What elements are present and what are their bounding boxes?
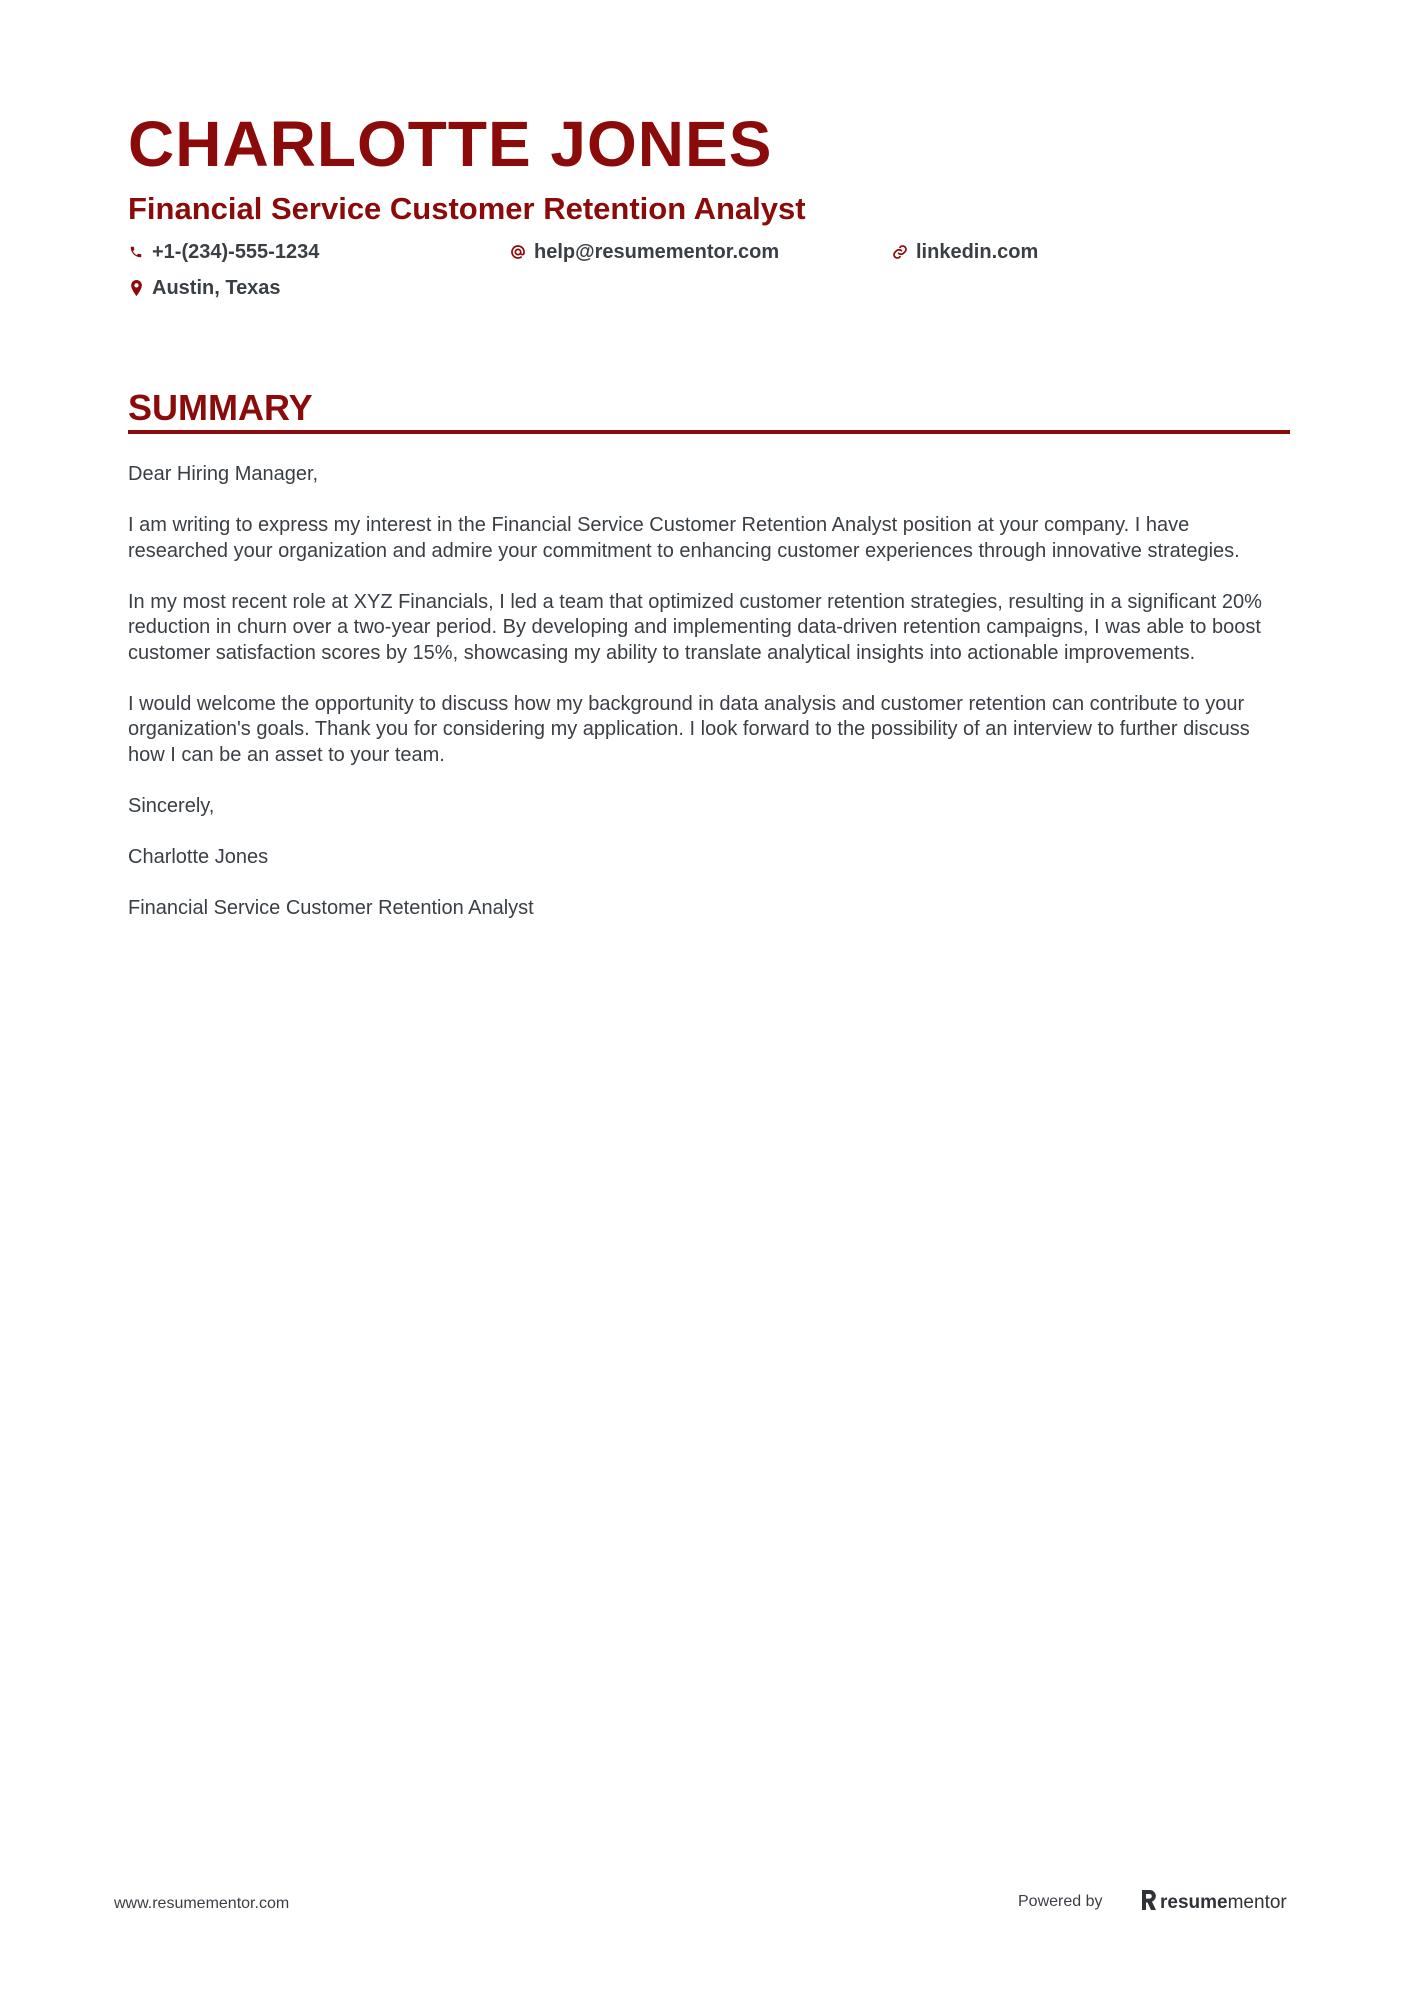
at-icon bbox=[510, 243, 526, 261]
letter-signature-name: Charlotte Jones bbox=[128, 845, 269, 868]
letter-body bbox=[128, 462, 1290, 947]
phone-text: +1-(234)-555-1234 bbox=[152, 241, 320, 263]
link-icon bbox=[892, 243, 908, 261]
brand-text-mentor: mentor bbox=[1227, 1892, 1287, 1913]
letter-paragraph: I am writing to express my interest in the Financial Service Customer Retention Analyst position at your company. I have researched your organization and admire your commitment to enhancing customer experiences through innovative strategies. bbox=[128, 514, 1240, 562]
section-divider bbox=[128, 430, 1290, 434]
footer-website-link[interactable]: www.resumementor.com bbox=[114, 1895, 290, 1912]
letter-paragraph: In my most recent role at XYZ Financials, I led a team that optimized customer retention strategies, resulting in a significant 20% reduction in churn over a two-year period. By developing and implementing data-driven retention campaigns, I was able to boost customer satisfaction scores by 15%, showcasing my ability to translate analytical insights into actionable improvements. bbox=[128, 590, 1262, 664]
footer-brand-logo[interactable] bbox=[1140, 1890, 1287, 1916]
map-pin-icon bbox=[128, 279, 144, 297]
letter-closing: Sincerely, bbox=[128, 794, 215, 817]
footer-powered-by: Powered by bbox=[1018, 1893, 1103, 1910]
email-text: help@resumementor.com bbox=[534, 241, 780, 263]
location-text: Austin, Texas bbox=[152, 277, 281, 299]
contact-email[interactable] bbox=[510, 240, 779, 264]
brand-text-resume: resume bbox=[1160, 1892, 1228, 1913]
linkedin-text: linkedin.com bbox=[916, 241, 1039, 263]
summary-heading: SUMMARY bbox=[128, 387, 313, 428]
contact-location bbox=[128, 276, 281, 300]
phone-icon bbox=[128, 243, 144, 261]
letter-paragraph: I would welcome the opportunity to discuss how my background in data analysis and customer retention can contribute to your organization's goals. Thank you for considering my application. I look forward to the possibility of an interview to further discuss how I can be an asset to your team. bbox=[128, 692, 1250, 766]
contact-linkedin[interactable] bbox=[892, 240, 1038, 264]
candidate-title: Financial Service Customer Retention Analyst bbox=[128, 191, 806, 226]
letter-salutation: Dear Hiring Manager, bbox=[128, 463, 319, 485]
contact-phone bbox=[128, 240, 319, 264]
resumementor-logo-icon bbox=[1140, 1890, 1156, 1916]
letter-signature-title: Financial Service Customer Retention Analyst bbox=[128, 896, 534, 919]
candidate-name: CHARLOTTE JONES bbox=[128, 108, 773, 180]
